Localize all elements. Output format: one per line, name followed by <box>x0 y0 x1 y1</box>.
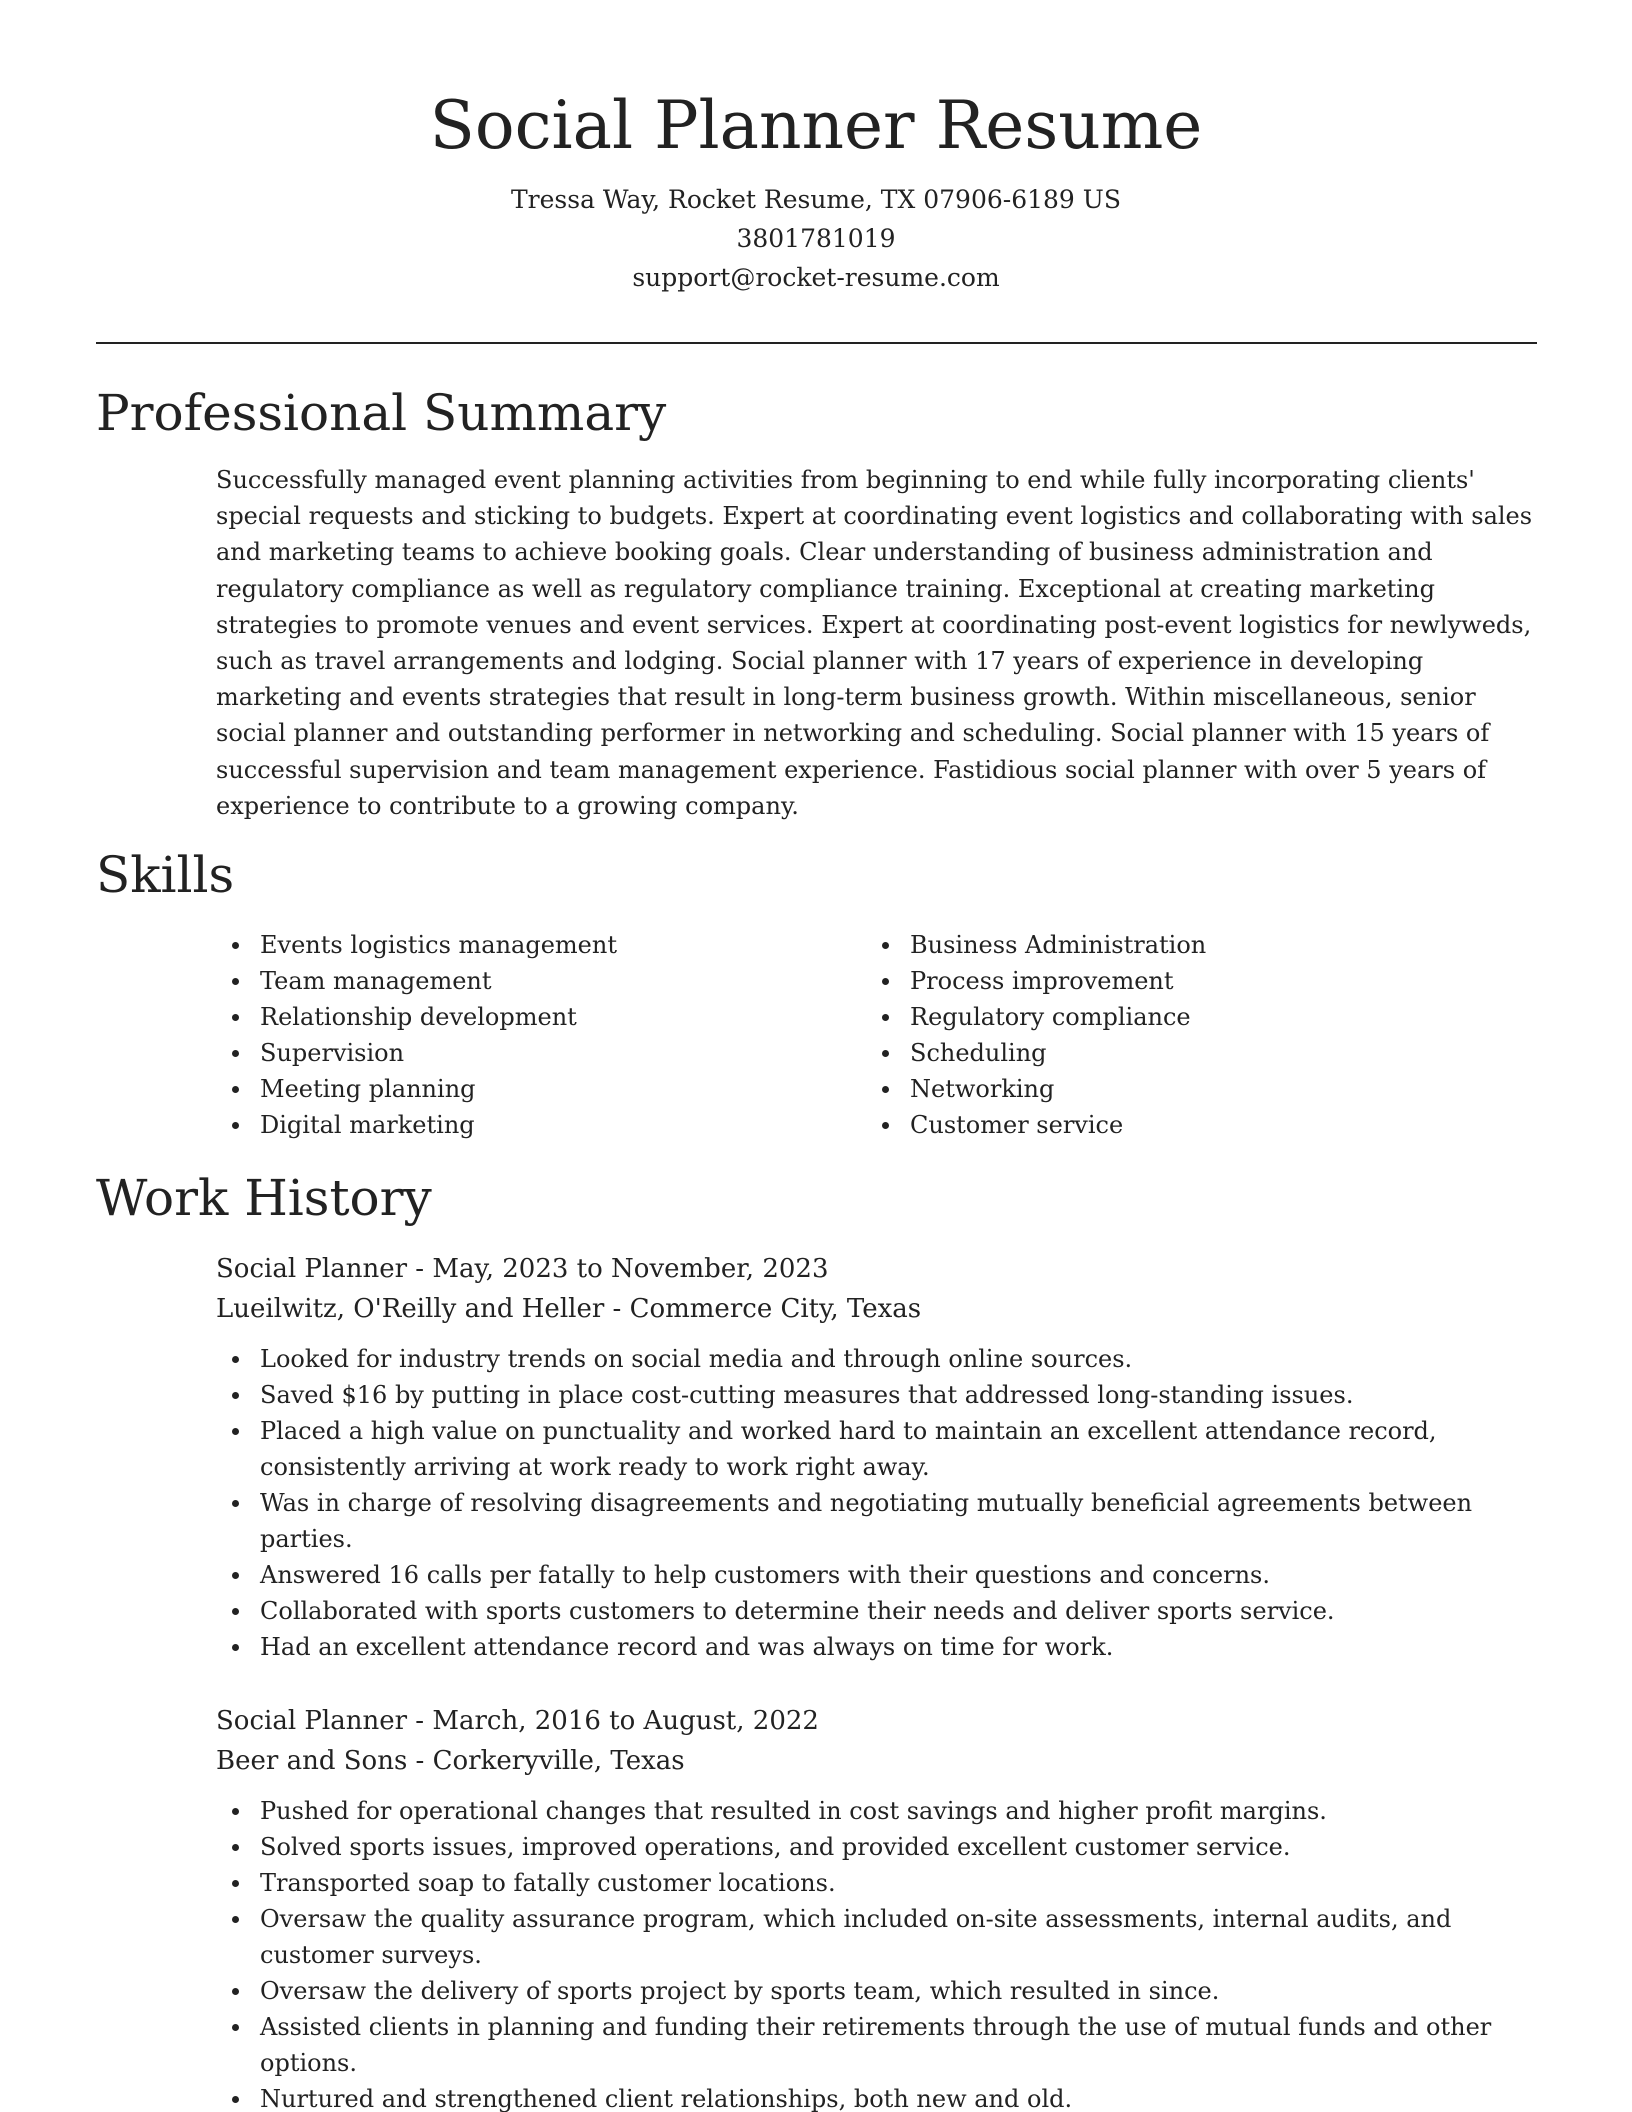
skill-item: Relationship development <box>216 999 866 1035</box>
job-duty-item: Was in charge of resolving disagreements and negotiating mutually beneficial agreements between parties. <box>216 1485 1541 1557</box>
job-company: Beer and Sons <box>216 1746 408 1776</box>
summary-heading: Professional Summary <box>96 384 667 442</box>
job-duty-item: Nurtured and strengthened client relationships, both new and old. <box>216 2081 1541 2112</box>
resume-header <box>0 0 1632 297</box>
contact-address: Tressa Way, Rocket Resume, TX 07906-6189 US <box>511 185 1121 214</box>
summary-text: Successfully managed event planning activities from beginning to end while fully incorporating clients' special requests and sticking to budgets. Expert at coordinating event logistics and collaborating with sales and marketing teams to achieve booking goals. Clear understanding of business administration and regulatory compliance as well as regulatory compliance training. Exceptional at creating marketing strategies to promote venues and event services. Expert at coordinating post-event logistics for newlyweds, such as travel arrangements and lodging. Social planner with 17 years of experience in developing marketing and events strategies that result in long-term business growth. Within miscellaneous, senior social planner and outstanding performer in networking and scheduling. Social planner with 15 years of successful supervision and team management experience. Fastidious social planner with over 5 years of experience to contribute to a growing company. <box>216 466 1533 820</box>
job-company-line <box>216 1289 1541 1329</box>
job-duty-item: Saved $16 by putting in place cost-cutting measures that addressed long-standing issues. <box>216 1377 1541 1413</box>
job-duty-item: Assisted clients in planning and funding their retirements through the use of mutual funds and other options. <box>216 2009 1541 2081</box>
skill-item: Customer service <box>866 1107 1516 1143</box>
skill-item: Regulatory compliance <box>866 999 1516 1035</box>
job-location: - Commerce City, Texas <box>604 1294 922 1324</box>
job-company-line <box>216 1741 1541 1781</box>
job-title: Social Planner <box>216 1706 408 1736</box>
skill-item: Supervision <box>216 1035 866 1071</box>
job-entry <box>216 1249 1541 1665</box>
job-dates: - March, 2016 to August, 2022 <box>407 1706 819 1736</box>
job-duty-item: Placed a high value on punctuality and worked hard to maintain an excellent attendance record, consistently arriving at work ready to work right away. <box>216 1413 1541 1485</box>
job-duty-item: Had an excellent attendance record and was always on time for work. <box>216 1629 1541 1665</box>
skills-heading: Skills <box>96 846 235 904</box>
job-duty-item: Answered 16 calls per fatally to help customers with their questions and concerns. <box>216 1557 1541 1593</box>
job-entry <box>216 1701 1541 2112</box>
job-duty-item: Collaborated with sports customers to determine their needs and deliver sports service. <box>216 1593 1541 1629</box>
skill-item: Events logistics management <box>216 927 866 963</box>
job-duties-list <box>216 1341 1541 1665</box>
skill-item: Networking <box>866 1071 1516 1107</box>
skills-column-right <box>866 927 1516 1143</box>
skills-column-left <box>216 927 866 1143</box>
skills-list <box>216 927 1537 1143</box>
skill-item: Team management <box>216 963 866 999</box>
job-duties-list <box>216 1793 1541 2112</box>
skill-item: Business Administration <box>866 927 1516 963</box>
job-location: - Corkeryville, Texas <box>407 1746 685 1776</box>
job-company: Lueilwitz, O'Reilly and Heller <box>216 1294 605 1324</box>
job-duty-item: Looked for industry trends on social media and through online sources. <box>216 1341 1541 1377</box>
work-history-heading: Work History <box>96 1169 432 1227</box>
job-title-line <box>216 1701 1541 1741</box>
header-divider <box>96 342 1537 344</box>
job-title: Social Planner <box>216 1254 408 1284</box>
job-duty-item: Oversaw the quality assurance program, which included on-site assessments, internal audits, and customer surveys. <box>216 1901 1541 1973</box>
job-duty-item: Solved sports issues, improved operations, and provided excellent customer service. <box>216 1829 1541 1865</box>
job-title-line <box>216 1249 1541 1289</box>
job-dates: - May, 2023 to November, 2023 <box>407 1254 829 1284</box>
skill-item: Scheduling <box>866 1035 1516 1071</box>
job-duty-item: Transported soap to fatally customer locations. <box>216 1865 1541 1901</box>
contact-block <box>0 180 1632 297</box>
skill-item: Meeting planning <box>216 1071 866 1107</box>
job-duty-item: Pushed for operational changes that resulted in cost savings and higher profit margins. <box>216 1793 1541 1829</box>
contact-email: support@rocket-resume.com <box>632 263 1000 292</box>
skill-item: Process improvement <box>866 963 1516 999</box>
contact-phone: 3801781019 <box>736 224 896 253</box>
page-title: Social Planner Resume <box>429 87 1203 164</box>
job-duty-item: Oversaw the delivery of sports project by sports team, which resulted in since. <box>216 1973 1541 2009</box>
skill-item: Digital marketing <box>216 1107 866 1143</box>
